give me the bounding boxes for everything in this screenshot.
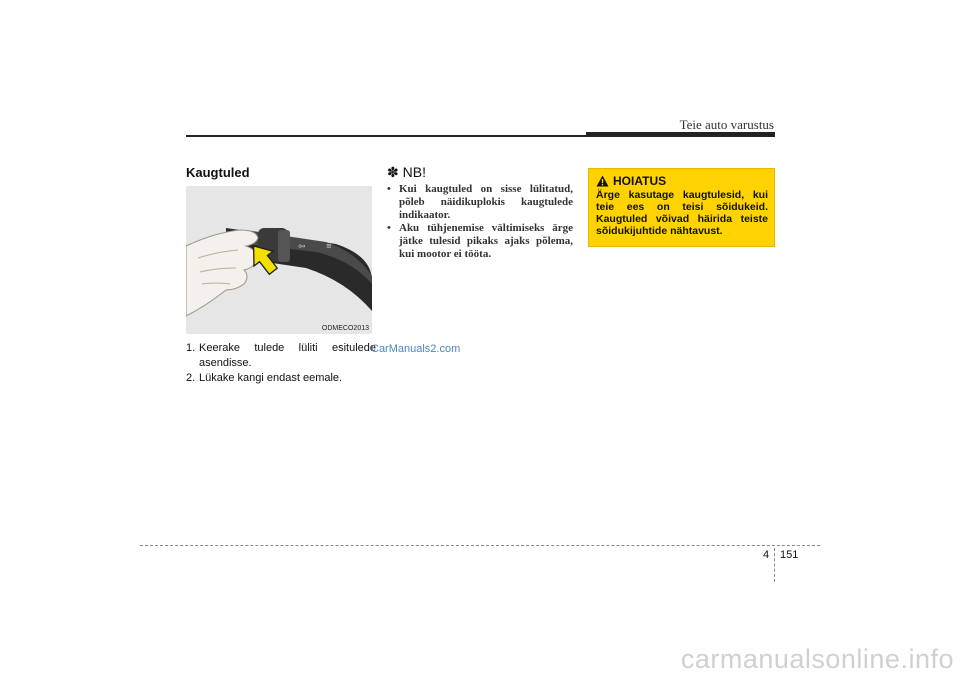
list-item bbox=[387, 183, 573, 222]
svg-text:≡: ≡ bbox=[326, 242, 332, 250]
svg-text:⇦: ⇦ bbox=[298, 242, 306, 252]
header-rule-thick bbox=[586, 132, 775, 137]
section-title: Kaugtuled bbox=[186, 165, 250, 180]
headlight-switch-photo bbox=[186, 186, 372, 334]
site-watermark: carmanualsonline.info bbox=[680, 644, 954, 674]
warning-heading bbox=[596, 174, 768, 188]
page-number: 151 bbox=[780, 549, 799, 561]
footer-rule bbox=[140, 545, 820, 546]
note-text: Kui kaugtuled on sisse lülitatud, põleb näidikuplokis kaugtulede indikaator. bbox=[399, 183, 573, 221]
chapter-number: 4 bbox=[763, 549, 770, 561]
step-text: Keerake tulede lüliti esitulede asendisse. bbox=[199, 342, 376, 369]
step-text: Lükake kangi endast eemale. bbox=[199, 372, 343, 384]
footer-divider bbox=[774, 548, 775, 582]
stalk-illustration bbox=[186, 186, 372, 334]
warning-title: HOIATUS bbox=[613, 174, 667, 188]
warning-text: Ärge kasutage kaugtulesid, kui teie ees on teisi sõidukeid. Kaugtuled võivad häirida teiste sõidukijuhtide nähtavust. bbox=[596, 189, 768, 237]
note-title: NB! bbox=[402, 164, 426, 180]
bullet-icon: • bbox=[387, 183, 391, 195]
watermark-link[interactable]: CarManuals2.com bbox=[371, 343, 461, 355]
note-list bbox=[387, 183, 573, 261]
list-item bbox=[186, 341, 376, 371]
step-number: 2. bbox=[186, 372, 196, 384]
note-heading bbox=[387, 164, 426, 181]
list-item bbox=[387, 222, 573, 261]
header-title: Teie auto varustus bbox=[679, 117, 774, 132]
header-rule bbox=[186, 135, 586, 137]
image-code: ODMECO2013 bbox=[321, 325, 369, 332]
list-item bbox=[186, 371, 376, 386]
bullet-icon: • bbox=[387, 222, 391, 234]
step-number: 1. bbox=[186, 342, 196, 354]
asterisk-icon: ✽ bbox=[387, 164, 399, 180]
note-text: Aku tühjenemise vältimiseks ärge jätke tulesid pikaks ajaks põlema, kui mootor ei tööta. bbox=[399, 222, 573, 260]
steps-list bbox=[186, 341, 376, 386]
warning-triangle-icon bbox=[596, 175, 609, 187]
warning-box bbox=[588, 168, 775, 247]
